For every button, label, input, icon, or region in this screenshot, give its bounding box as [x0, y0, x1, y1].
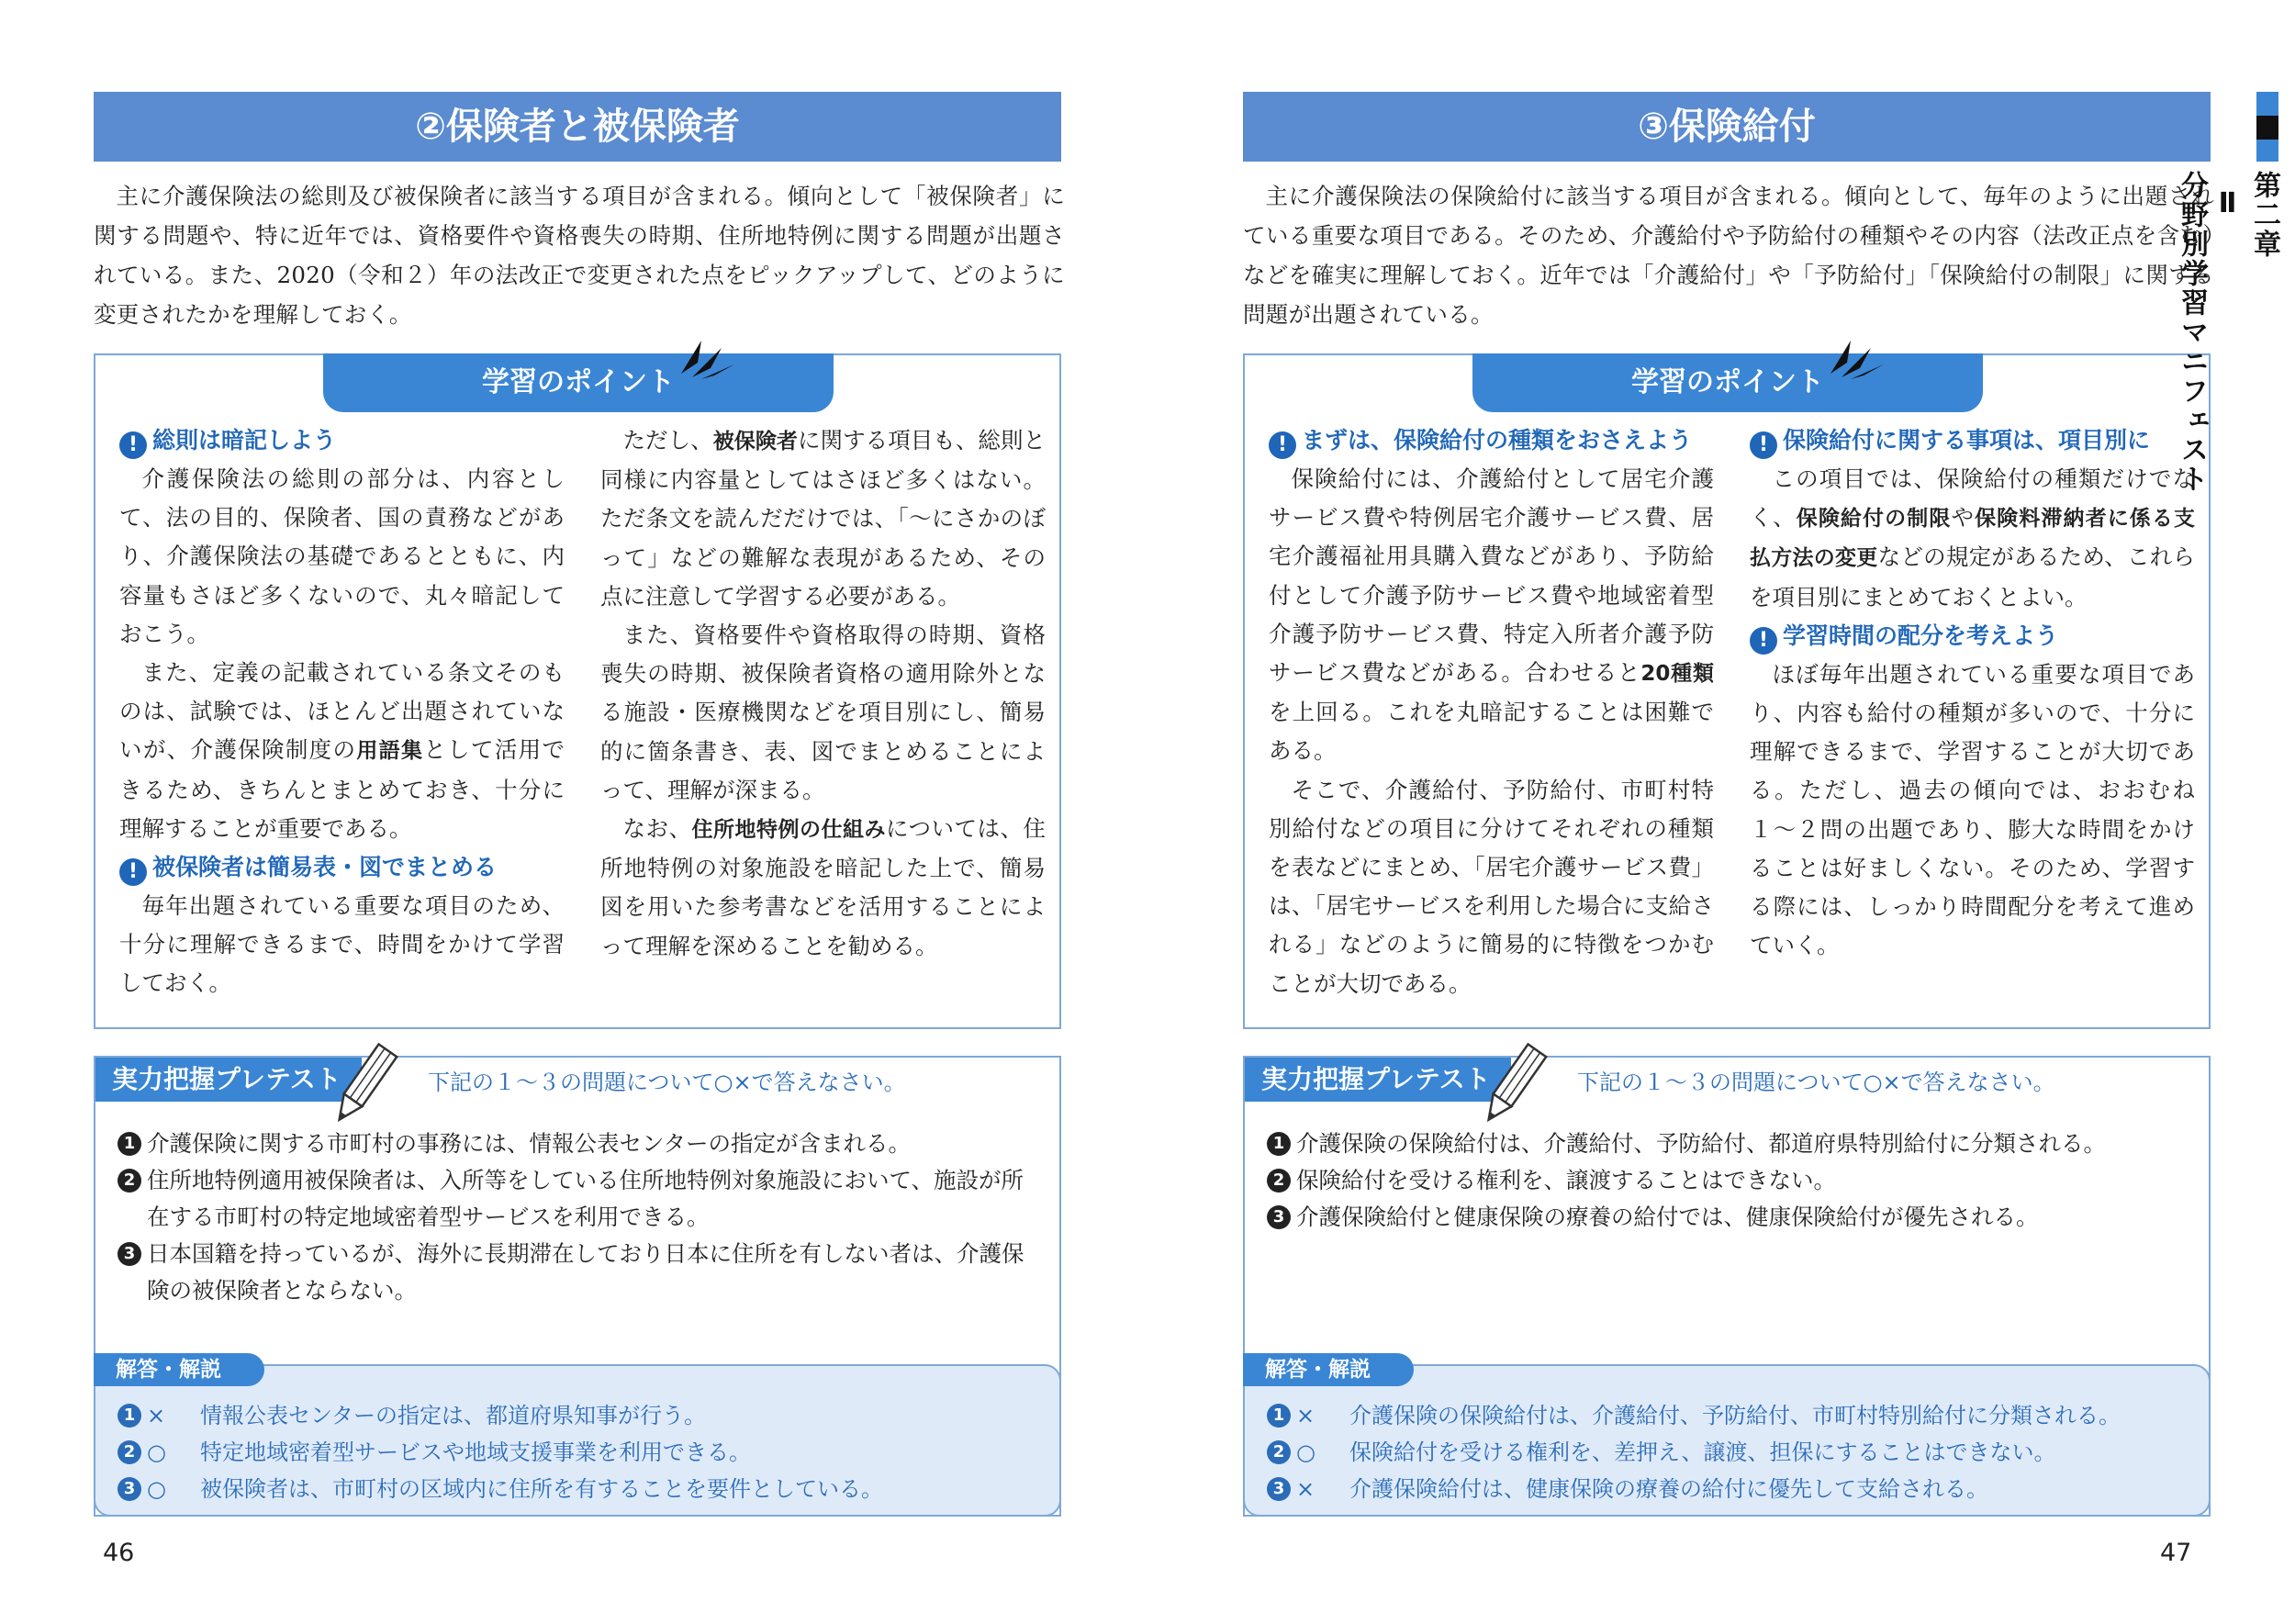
answer-label: 解答・解説: [94, 1353, 264, 1386]
intro-text: 主に介護保険法の総則及び被保険者に該当する項目が含まれる。傾向として「被保険者」に関する問題や、特に近年では、資格要件や資格喪失の時期、住所地特例に関する問題が出題されている。また、2020（令和２）年の法改正で変更された点をピックアップして、どのように変更されたかを理解しておく。: [94, 183, 1065, 328]
point-paragraph: この項目では、保険給付の種類だけでなく、保険給付の制限や保険料滞納者に係る支払方法の変更などの規定があるため、これらを項目別にまとめておくとよい。: [1750, 465, 2196, 610]
exclamation-circle-icon: !: [1269, 431, 1296, 459]
points-column-1: [119, 421, 565, 1003]
point-heading: ! 被保険者は簡易表・図でまとめる: [119, 848, 565, 887]
intro-text: 主に介護保険法の保険給付に該当する項目が含まれる。傾向として、毎年のように出題されている重要な項目である。そのため、介護給付や予防給付の種類やその内容（法改正点を含む）などを確実に理解しておく。近年では「介護給付」や「予防給付」「保険給付の制限」に関する問題が出題されている。: [1243, 183, 2214, 328]
question-list: [118, 1126, 1040, 1309]
answer-item: 1 × 情報公表センターの指定は、都道府県知事が行う。: [118, 1397, 1036, 1434]
point-paragraph: ほぼ毎年出題されている重要な項目であり、内容も給付の種類が多いので、十分に理解できるまで、学習することが大切である。ただし、過去の傾向では、おおむね１〜２問の出題であり、膨大な時間をかけることは好ましくない。そのため、学習する際には、しっかり時間配分を考えて進めていく。: [1750, 660, 2195, 959]
answer-item: 1 × 介護保険の保険給付は、介護給付、予防給付、市町村特別給付に分類される。: [1267, 1397, 2185, 1434]
question-number: 3: [118, 1242, 141, 1266]
answer-item: 3 ○ 被保険者は、市町村の区域内に住所を有することを要件としている。: [118, 1471, 1036, 1507]
point-paragraph: 保険給付には、介護給付として居宅介護サービス費や特例居宅介護サービス費、居宅介護福祉用具購入費などがあり、予防給付として介護予防サービス費や地域密着型介護予防サービス費、特定入所者介護予防サービス費などがある。合わせると20種類を上回る。これを丸暗記することは困難である。: [1269, 465, 1714, 765]
exclamation-circle-icon: !: [1750, 431, 1777, 459]
learning-points-title: 学習のポイント: [323, 353, 834, 412]
keyword: 20種類: [1640, 662, 1714, 687]
answer-area: [1243, 1358, 2211, 1517]
exclamation-circle-icon: !: [119, 431, 147, 459]
point-heading: ! 総則は暗記しよう: [119, 421, 565, 460]
question-item: 1 介護保険の保険給付は、介護給付、予防給付、都道府県特別給付に分類される。: [1267, 1126, 2189, 1162]
question-item: 1 介護保険に関する市町村の事務には、情報公表センターの指定が含まれる。: [118, 1126, 1040, 1162]
keyword: 用語集: [356, 739, 424, 764]
pretest-instruction: 下記の１〜３の問題について○×で答えなさい。: [428, 1070, 906, 1095]
burst-lines-icon: [1823, 335, 1887, 381]
question-item: 3 介護保険給付と健康保険の療養の給付では、健康保険給付が優先される。: [1267, 1199, 2189, 1236]
point-paragraph: そこで、介護給付、予防給付、市町村特別給付などの項目に分けてそれぞれの種類を表などにまとめ、「居宅介護サービス費」は、「居宅サービスを利用した場合に支給される」などのように簡易的に特徴をつかむことが大切である。: [1269, 776, 1714, 997]
question-item: 3 日本国籍を持っているが、海外に長期滞在しており日本に住所を有しない者は、介護保険の被保険者とならない。: [118, 1236, 1040, 1309]
right-page: [1148, 0, 2295, 1624]
point-paragraph: 毎年出題されている重要な項目のため、十分に理解できるまで、時間をかけて学習しておく。: [119, 892, 565, 997]
question-number: 2: [118, 1169, 141, 1193]
answer-item: 2 ○ 保険給付を受ける権利を、差押え、譲渡、担保にすることはできない。: [1267, 1434, 2185, 1471]
point-paragraph: また、定義の記載されている条文そのものは、試験では、ほとんど出題されていないが、介護保険制度の用語集として活用できるため、きちんとまとめておき、十分に理解することが重要である。: [119, 659, 565, 842]
chapter-label: 第二章: [2248, 171, 2280, 259]
question-number: 3: [1267, 1205, 1291, 1229]
exclamation-circle-icon: !: [1750, 627, 1777, 655]
question-item: 2 住所地特例適用被保険者は、入所等をしている住所地特例対象施設において、施設が所在する市町村の特定地域密着型サービスを利用できる。: [118, 1162, 1040, 1236]
answer-list: [1267, 1397, 2185, 1507]
burst-lines-icon: [674, 335, 738, 381]
points-column-2: [600, 421, 1046, 966]
point-heading: ! 学習時間の配分を考えよう: [1750, 617, 2195, 655]
pencil-icon: [327, 1039, 400, 1131]
answer-area: [94, 1358, 1061, 1517]
point-paragraph: なお、住所地特例の仕組みについては、住所地特例の対象施設を暗記した上で、簡易図を用いた参考書などを活用することによって理解を深めることを勧める。: [600, 815, 1047, 959]
section-label: 分野別学習マニフェスト: [2176, 171, 2208, 494]
keyword: 被保険者: [712, 430, 798, 454]
question-number: 1: [1267, 1132, 1291, 1156]
learning-points-box: [94, 353, 1061, 1029]
keyword: 保険給付の制限: [1796, 507, 1952, 532]
points-column-1: [1269, 421, 1714, 1003]
question-number: 2: [1267, 1169, 1291, 1193]
question-number: 1: [118, 1132, 141, 1156]
keyword: 住所地特例の仕組み: [691, 818, 886, 843]
answer-item: 3 × 介護保険給付は、健康保険の療養の給付に優先して支給される。: [1267, 1471, 2185, 1507]
question-item: 2 保険給付を受ける権利を、譲渡することはできない。: [1267, 1162, 2189, 1199]
answer-list: [118, 1397, 1036, 1507]
point-paragraph: 介護保険法の総則の部分は、内容として、法の目的、保険者、国の責務などがあり、介護保険法の基礎であるとともに、内容量もさほど多くないので、丸々暗記しておこう。: [119, 465, 565, 647]
question-list: [1267, 1126, 2189, 1236]
point-paragraph: ただし、被保険者に関する項目も、総則と同様に内容量としてはさほど多くはない。ただ条文を読んだだけでは、「〜にさかのぼって」などの難解な表現があるため、その点に注意して学習する必要がある。: [600, 427, 1047, 610]
point-paragraph: また、資格要件や資格取得の時期、資格喪失の時期、被保険者資格の適用除外となる施設・医療機関などを項目別にし、簡易的に箇条書き、表、図でまとめることによって、理解が深まる。: [600, 622, 1046, 803]
points-column-2: [1750, 421, 2195, 965]
section-title: ③保険給付: [1243, 92, 2211, 162]
page-number: 46: [103, 1539, 135, 1567]
pretest-box: [94, 1056, 1061, 1517]
pencil-icon: [1476, 1039, 1550, 1131]
pretest-label: 実力把握プレテスト: [1245, 1058, 1511, 1102]
page-number: 47: [2160, 1539, 2192, 1567]
pretest-label: 実力把握プレテスト: [95, 1058, 362, 1102]
point-heading: ! まずは、保険給付の種類をおさえよう: [1269, 421, 1714, 460]
section-title: ②保険者と被保険者: [94, 92, 1061, 162]
chapter-side-label: [2176, 171, 2284, 494]
keyword: 保険料滞納者に係る支払方法の変更: [1750, 507, 2196, 571]
answer-item: 2 ○ 特定地域密着型サービスや地域支援事業を利用できる。: [118, 1434, 1036, 1471]
learning-points-title: 学習のポイント: [1472, 353, 1983, 412]
pretest-box: [1243, 1056, 2211, 1517]
part-label: Ⅱ: [2211, 187, 2244, 221]
exclamation-circle-icon: !: [119, 858, 147, 886]
learning-points-box: [1243, 353, 2211, 1029]
chapter-index-tab: [2256, 92, 2278, 162]
answer-label: 解答・解説: [1243, 1353, 1414, 1386]
point-heading: ! 保険給付に関する事項は、項目別に: [1750, 421, 2195, 460]
pretest-instruction: 下記の１〜３の問題について○×で答えなさい。: [1577, 1070, 2055, 1095]
